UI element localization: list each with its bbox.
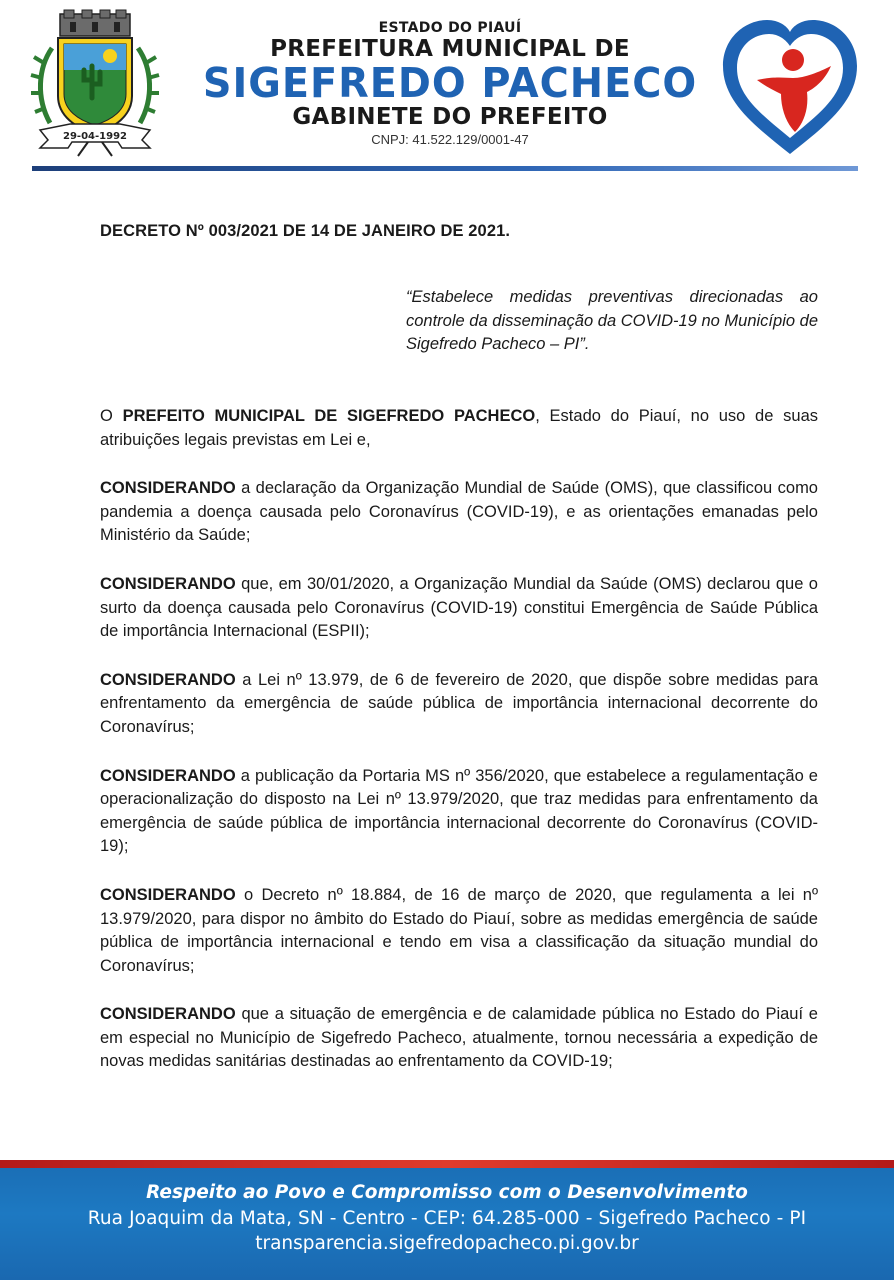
paragraph	[100, 1003, 818, 1074]
paragraph-text: a publicação da Portaria MS nº 356/2020, que estabelece a regulamentação e operacionalização do disposto na Lei nº 13.979/2020, que traz medidas para enfrentamento da emergência de saúde pública de importância internacional decorrente do Coronavírus (COVID-19);	[100, 766, 818, 856]
prefeitura-label: PREFEITURA MUNICIPAL DE	[270, 36, 630, 62]
paragraph	[100, 669, 818, 740]
paragraph-text: que a situação de emergência e de calamidade pública no Estado do Piauí e em especial no Município de Sigefredo Pacheco, atualmente, tornou necessária a expedição de novas medidas sanitárias destinadas ao enfrentamento da COVID-19;	[100, 1005, 818, 1071]
paragraph-bold: CONSIDERANDO	[100, 766, 236, 785]
cabinet-label: GABINETE DO PREFEITO	[292, 104, 608, 130]
paragraph	[100, 405, 818, 452]
paragraph-text: , Estado do Piauí, no uso de suas atribuições legais previstas em Lei e,	[100, 407, 818, 449]
paragraph-bold: CONSIDERANDO	[100, 574, 236, 593]
paragraph-bold: CONSIDERANDO	[100, 1005, 236, 1024]
footer-slogan: Respeito ao Povo e Compromisso com o Desenvolvimento	[146, 1182, 748, 1203]
heart-logo-icon	[715, 14, 865, 162]
paragraph-text: o Decreto nº 18.884, de 16 de março de 2020, que regulamenta a lei nº 13.979/2020, para dispor no âmbito do Estado do Piauí, sobre as medidas emergência de saúde pública de importância internacional e tendo em visa a classificação da situação mundial do Coronavírus;	[100, 885, 818, 975]
paragraph	[100, 765, 818, 859]
paragraph-bold: PREFEITO MUNICIPAL DE SIGEFREDO PACHECO	[122, 407, 536, 425]
paragraph-bold: CONSIDERANDO	[100, 670, 236, 689]
footer-accent-bar	[0, 1160, 894, 1168]
paragraph-bold: CONSIDERANDO	[100, 885, 236, 904]
city-name: SIGEFREDO PACHECO	[202, 59, 698, 107]
paragraph-text: a Lei nº 13.979, de 6 de fevereiro de 2020, que dispõe sobre medidas para enfrentamento da emergência de saúde pública de importância internacional decorrente do Coronavírus;	[100, 670, 818, 736]
state-name: ESTADO DO PIAUÍ	[378, 20, 522, 36]
header-text	[180, 20, 720, 147]
footer-text	[0, 1180, 894, 1256]
paragraph-text: a declaração da Organização Mundial de Saúde (OMS), que classificou como pandemia a doença causada pelo Coronavírus (COVID-19), e as orientações emanadas pelo Ministério da Saúde;	[100, 479, 818, 545]
decree-ementa: “Estabelece medidas preventivas direcionadas ao controle da disseminação da COVID-19 no Município de Sigefredo Pacheco – PI”.	[406, 288, 818, 353]
paragraph	[100, 573, 818, 644]
decree-title: DECRETO Nº 003/2021 DE 14 DE JANEIRO DE 2021.	[100, 222, 511, 240]
municipal-crest-icon	[30, 8, 160, 158]
paragraph	[100, 477, 818, 548]
crest-date: 29-04-1992	[63, 131, 127, 142]
paragraph	[100, 884, 818, 978]
decree-body	[100, 405, 818, 1099]
paragraph-bold: CONSIDERANDO	[100, 479, 236, 498]
letterhead	[0, 0, 894, 178]
header-divider	[32, 166, 858, 171]
cnpj: CNPJ: 41.522.129/0001-47	[371, 132, 529, 147]
paragraph-text: que, em 30/01/2020, a Organização Mundial da Saúde (OMS) declarou que o surto da doença causada pelo Coronavírus (COVID-19) constitui Emergência de Saúde Pública de importância Internacional (ESPII);	[100, 574, 818, 641]
paragraph-lead: O	[100, 407, 123, 425]
footer-address: Rua Joaquim da Mata, SN - Centro - CEP: 64.285-000 - Sigefredo Pacheco - PI	[87, 1208, 807, 1229]
footer-website: transparencia.sigefredopacheco.pi.gov.br	[255, 1233, 639, 1254]
